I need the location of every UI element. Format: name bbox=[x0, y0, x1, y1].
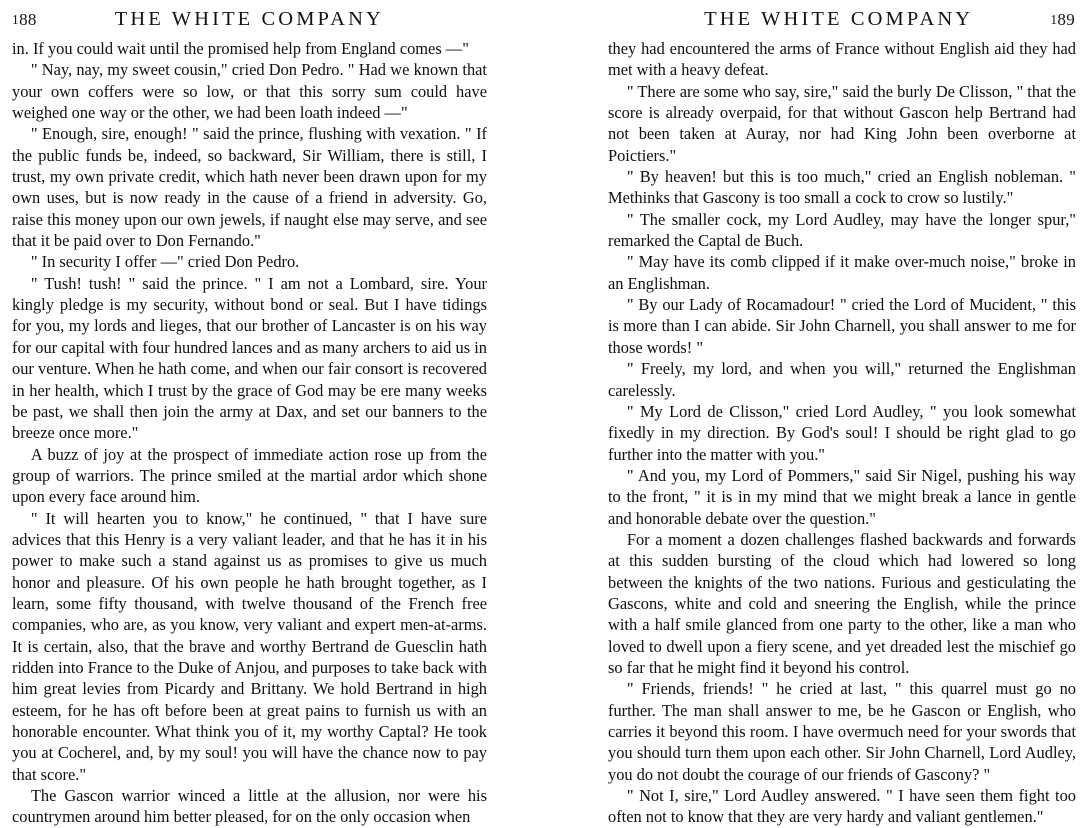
paragraph: " Freely, my lord, and when you will," returned the Englishman carelessly. bbox=[608, 359, 1076, 400]
paragraph: in. If you could wait until the promised help from England comes —" bbox=[12, 39, 469, 58]
paragraph: " Enough, sire, enough! " said the prince, flushing with vexation. " If the public funds be, indeed, so backward, Sir William, there is still, I trust, my own private credit, which hath never been drawn upon for my own uses, but is now ready in the cause of a friend in adversity. Go, raise this money upon our own jewels, if naught else may serve, and see that it be paid over to Don Fernando." bbox=[12, 124, 487, 251]
paragraph: " It will hearten you to know," he continued, " that I have sure advices that this Henry is a very valiant leader, and that he has it in his power to make such a stand against us as promises to give us much honor and pleasure. Of his own people he hath brought together, as I learn, some fifty thousand, with twelve thousand of the French free companies, who are, as you know, very valiant and expert men-at-arms. It is certain, also, that the brave and worthy Bertrand de Guesclin hath ridden into France to the Duke of Anjou, and purposes to take back with him great levies from Picardy and Brittany. We hold Bertrand in high esteem, for he has oft before been at great pains to furnish us with an honorable encounter. What think you of it, my worthy Captal? He took you at Cocherel, and, by my soul! you will have the chance now to pay that score." bbox=[12, 508, 487, 784]
paragraph: " The smaller cock, my Lord Audley, may have the longer spur," remarked the Captal de Buch. bbox=[608, 209, 1076, 251]
paragraph: The Gascon warrior winced a little at the allusion, nor were his countrymen around him better pleased, for on the only occasion when bbox=[12, 786, 487, 827]
paragraph: " Nay, nay, my sweet cousin," cried Don Pedro. " Had we known that your own coffers were so low, or that this sorry sum could have weighed one way or the other, we had been loath indeed —" bbox=[12, 60, 487, 123]
folio-lead-digit: 1 bbox=[1050, 12, 1058, 27]
folio-rest-digits: 88 bbox=[19, 10, 37, 29]
folio-188 bbox=[12, 10, 37, 30]
paragraph: they had encountered the arms of France without English aid they had met with a heavy defeat. bbox=[608, 39, 1076, 80]
paragraph: " My Lord de Clisson," cried Lord Audley, " you look somewhat fixedly in my direction. By God's soul! I should be right glad to go further into the matter with you." bbox=[608, 401, 1076, 464]
paragraph: " And you, my Lord of Pommers," said Sir Nigel, pushing his way to the front, " it is in my mind that we might break a lance in gentle and honorable debate over the question." bbox=[608, 465, 1076, 528]
body-text-right bbox=[608, 38, 1076, 828]
running-head-left bbox=[0, 8, 500, 34]
paragraph: A buzz of joy at the prospect of immediate action rose up from the group of warriors. The prince smiled at the martial ardor which shone upon every face around him. bbox=[12, 444, 487, 507]
folio-189 bbox=[1050, 10, 1075, 30]
paragraph: " May have its comb clipped if it make over-much noise," broke in an Englishman. bbox=[608, 252, 1076, 293]
paragraph: " There are some who say, sire," said the burly De Clisson, " that the score is already overpaid, for that without Gascon help Bertrand had not been taken at Auray, nor had King John been overborne at Poictiers." bbox=[608, 81, 1076, 165]
paragraph: " By our Lady of Rocamadour! " cried the Lord of Mucident, " this is more than I can abide. Sir John Charnell, you shall answer to me for those words! " bbox=[608, 295, 1076, 357]
body-text-left bbox=[12, 38, 487, 828]
paragraph: For a moment a dozen challenges flashed backwards and forwards at this sudden bursting of the cloud which had lowered so long between the knights of the two nations. Furious and gesticulating the Gascons, white and cold and sneering the English, while the prince with a half smile glanced from one party to the other, like a man who loved to dwell upon a fiery scene, and yet dreaded lest the mischief go so far that he might find it beyond his control. bbox=[608, 529, 1076, 677]
paragraph: " Not I, sire," Lord Audley answered. " I have seen them fight too often not to know that they are very hardy and valiant gentlemen." bbox=[608, 786, 1076, 827]
running-head-title-left: THE WHITE COMPANY bbox=[114, 8, 384, 30]
running-head-right bbox=[595, 8, 1083, 34]
page-189 bbox=[595, 0, 1083, 827]
folio-lead-digit: 1 bbox=[12, 12, 20, 27]
paragraph: " By heaven! but this is too much," cried an English nobleman. " Methinks that Gascony is too small a cock to crow so lustily." bbox=[608, 167, 1076, 208]
paragraph: " Tush! tush! " said the prince. " I am not a Lombard, sire. Your kingly pledge is my security, without bond or seal. But I have tidings for you, my lords and lieges, that our brother of Lancaster is on his way for our capital with four hundred lances and as many archers to aid us in our venture. When he hath come, and when our fair consort is recovered in her health, which I trust by the grace of God may be ere many weeks be past, we shall then join the army at Dax, and set our banners to the breeze once more." bbox=[12, 273, 487, 443]
paragraph: " Friends, friends! " he cried at last, " this quarrel must go no further. The man shall answer to me, be he Gascon or English, who carries it beyond this room. I have overmuch need for your swords that you should turn them upon each other. Sir John Charnell, Lord Audley, you do not doubt the courage of our friends of Gascony? " bbox=[608, 679, 1076, 784]
page-188 bbox=[0, 0, 500, 827]
paragraph: " In security I offer —" cried Don Pedro. bbox=[30, 252, 300, 272]
folio-rest-digits: 89 bbox=[1057, 10, 1075, 29]
running-head-title-right: THE WHITE COMPANY bbox=[704, 8, 974, 30]
